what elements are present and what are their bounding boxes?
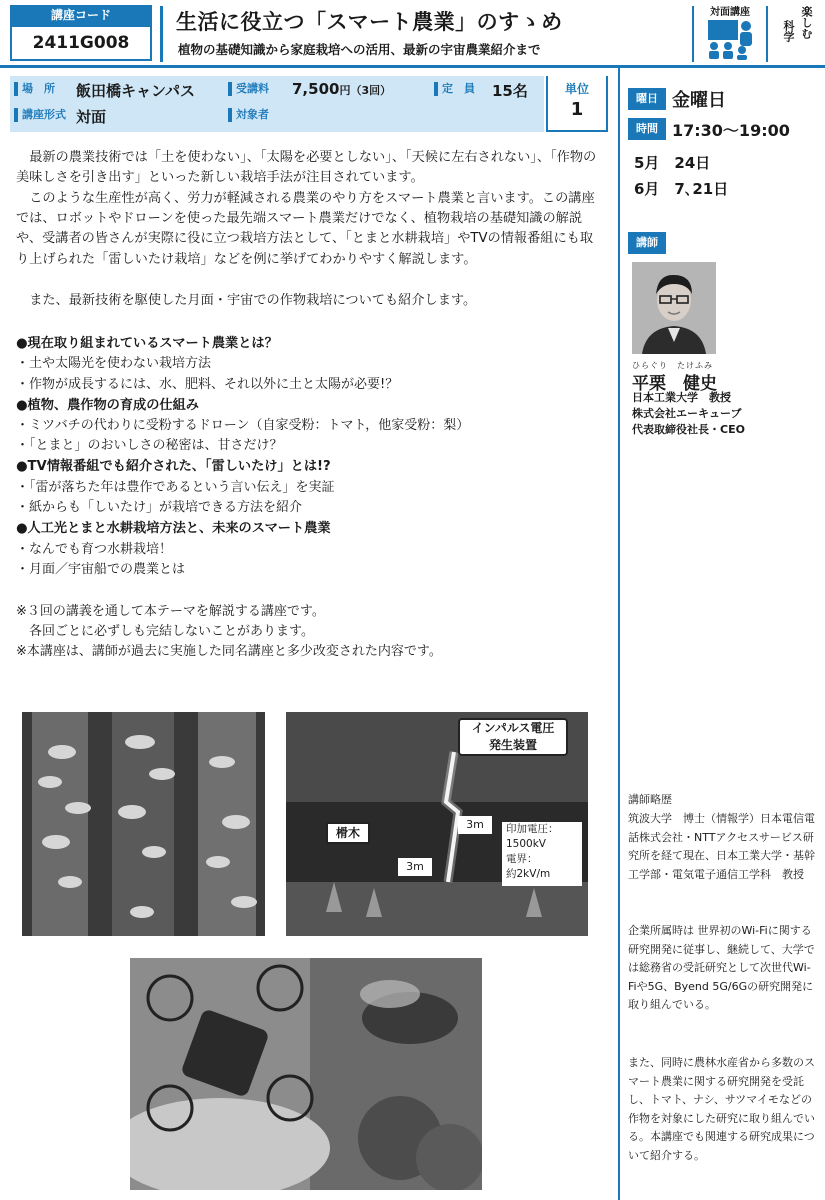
capacity-value: 15名 [492, 82, 528, 100]
lecturer-label: 講師 [628, 232, 666, 254]
column-divider [618, 68, 620, 1200]
fee-value [292, 80, 391, 98]
course-info-bar [10, 76, 544, 132]
header-divider [692, 6, 694, 62]
intro-paragraph: 最新の農業技術では「土を使わない」、「太陽を必要としない」、「天候に左右されない」、「作物の美味しさを引き出す」といった新しい栽培手法が注目されています。 [16, 150, 597, 186]
lightning-experiment-photo [286, 712, 588, 936]
topic-heading: ●TV情報番組でも紹介された、「雷しいたけ」とは!? [16, 459, 331, 474]
course-note: 各回ごとに必ずしも完結しないことがあります。 [16, 624, 314, 639]
header-divider [160, 6, 163, 62]
topic-heading: ●現在取り組まれているスマート農業とは？ [16, 336, 278, 351]
category-tag: 科学 [782, 20, 795, 42]
format-value: 対面 [76, 108, 107, 126]
category-tag: 楽しむ [800, 6, 813, 39]
voltage-label-line: 電界： [506, 853, 538, 865]
course-note: ※本講座は、講師が過去に実施した同名講座と多少改変された内容です。 [16, 644, 442, 659]
bio-research: 企業所属時は 世界初のWi-Fiに関する研究開発に従事し、継続して、大学では総務省の受託研究として次世代Wi-Fiや5G、Byend 5G/6Gの研究開発に取り組んでいる。 [628, 924, 815, 1012]
time-label: 時間 [628, 118, 666, 140]
course-code: 2411G008 [10, 25, 152, 61]
fee-label: 受講料 [228, 82, 269, 96]
fee-amount: 7,500 [292, 80, 340, 98]
header-divider [766, 6, 768, 62]
schedule-date: 5月 24日 [634, 154, 711, 172]
target-label: 対象者 [228, 108, 269, 122]
lecturer-photo [632, 262, 716, 354]
bio-career: 筑波大学 博士（情報学）日本電信電話株式会社・NTTアクセスサービス研究所を経て現在、日本工業大学・基幹工学部・電気電子通信工学科 教授 [628, 812, 815, 881]
topic-heading: ●植物、農作物の育成の仕組み [16, 398, 199, 413]
category-tags [772, 6, 820, 62]
credit-unit-box [546, 76, 608, 132]
time-value: 17:30～19:00 [672, 121, 790, 140]
impulse-generator-label [458, 718, 568, 756]
page-header [0, 0, 825, 68]
intro-paragraph: また、最新技術を駆使した月面・宇宙での作物栽培についても紹介します。 [29, 293, 477, 308]
page-subtitle: 植物の基礎知識から家庭栽培への活用、最新の宇宙農業紹介まで [178, 42, 541, 57]
impulse-label-line: 発生装置 [488, 738, 537, 752]
topic-item: ・なんでも育つ水耕栽培！ [16, 542, 173, 557]
lecturer-affiliation: 日本工業大学 教授 [632, 391, 731, 404]
bio-label: 講師略歴 [628, 793, 672, 806]
lecturer-affiliation: 代表取締役社長・CEO [632, 423, 745, 436]
bio-agriculture: また、同時に農林水産省から多数のスマート農業に関する研究開発を受託し、トマト、ナシ、サツマイモなどの作物を対象にした研究に取り組んでいる。本講座でも関連する研究成果について紹介する。 [628, 1056, 815, 1162]
topic-item: ・紙からも「しいたけ」が栽培できる方法を紹介 [16, 500, 303, 515]
voltage-label [502, 822, 582, 886]
log-label: 榾木 [326, 822, 370, 844]
pollination-drone-photo [130, 958, 482, 1190]
place-value: 飯田橋キャンパス [76, 82, 195, 100]
distance-label: 3m [398, 858, 432, 876]
day-value: 金曜日 [672, 90, 726, 111]
course-code-label: 講座コード [10, 5, 152, 25]
shiitake-photo [22, 712, 265, 936]
lecturer-name-ruby: ひらぐり たけふみ [632, 361, 713, 370]
day-label: 曜日 [628, 88, 666, 110]
format-badge-label: 対面講座 [710, 7, 750, 18]
unit-label: 単位 [564, 82, 589, 96]
topic-item: ・ミツバチの代わりに受粉するドローン（自家受粉：トマト，他家受粉：梨） [16, 418, 470, 433]
classroom-icon [706, 18, 758, 60]
topic-heading: ●人工光とまと水耕栽培方法と、未来のスマート農業 [16, 521, 331, 536]
topic-item: ・作物が成長するには、水、肥料、それ以外に土と太陽が必要!？ [16, 377, 399, 392]
impulse-label-line: インパルス電圧 [471, 721, 555, 735]
lecturer-name: 平栗 健史 [632, 374, 717, 394]
topic-item: ・土や太陽光を使わない栽培方法 [16, 356, 212, 371]
topic-item: ・月面／宇宙船での農業とは [16, 562, 186, 577]
voltage-label-line: 1500kV [506, 838, 546, 850]
topic-item: ・「雷が落ちた年は豊作であるという言い伝え」を実証 [16, 480, 335, 495]
fee-suffix: 円（3回） [339, 84, 392, 97]
distance-label: 3m [458, 816, 492, 834]
unit-value: 1 [570, 99, 584, 120]
schedule-date: 6月 7､21日 [634, 180, 729, 198]
intro-paragraph: このような生産性が高く、労力が軽減される農業のやり方をスマート農業と言います。この講座では、ロボットやドローンを使った最先端スマート農業だけでなく、植物栽培の基礎知識の解説や、受講者の皆さんが実際に役に立つ栽培方法として、「とまと水耕栽培」やTVの情報番組にも取り上げられた「雷しいたけ栽培」などを例に挙げてわかりやすく解説します。 [16, 191, 595, 267]
topic-item: ・「とまと」のおいしさの秘密は、甘さだけ？ [16, 438, 283, 453]
lecturer-affiliation: 株式会社エーキューブ [632, 407, 742, 420]
voltage-label-line: 約2kV/m [506, 868, 551, 880]
page-title: 生活に役立つ「スマート農業」のすゝめ [176, 10, 563, 34]
capacity-label: 定 員 [434, 82, 475, 96]
format-label: 講座形式 [14, 108, 66, 122]
voltage-label-line: 印加電圧： [506, 823, 559, 835]
course-note: ※３回の講義を通して本テーマを解説する講座です。 [16, 604, 325, 619]
place-label: 場 所 [14, 82, 55, 96]
